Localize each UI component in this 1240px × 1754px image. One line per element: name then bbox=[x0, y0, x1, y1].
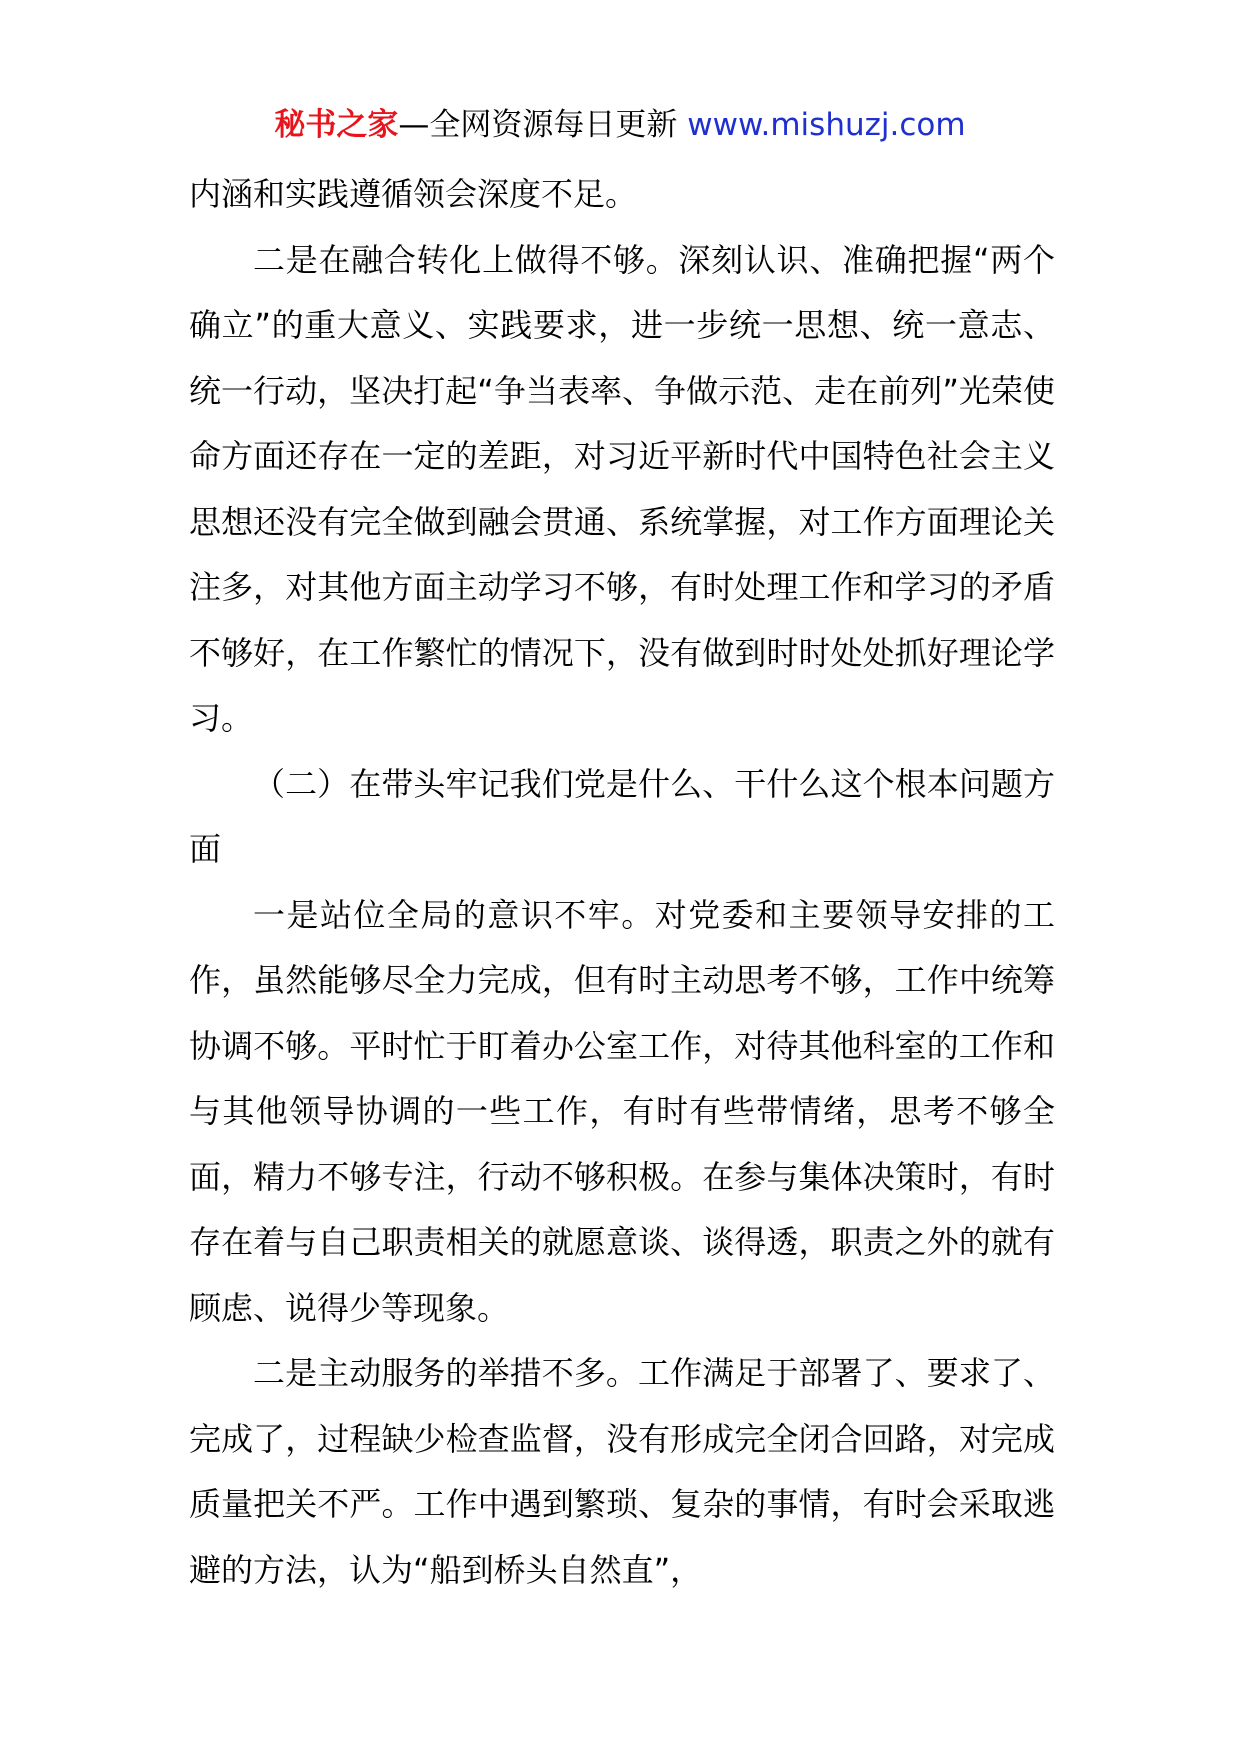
paragraph-continuation: 内涵和实践遵循领会深度不足。 bbox=[189, 175, 638, 213]
paragraph-overall-awareness: 一是站位全局的意识不牢。对党委和主要领导安排的工作，虽然能够尽全力完成，但有时主动思考不够，工作中统筹协调不够。平时忙于盯着办公室工作，对待其他科室的工作和与其他领导协调的一些工作，有时有些带情绪，思考不够全面，精力不够专注，行动不够积极。在参与集体决策时，有时存在着与自己职责相关的就愿意谈、谈得透，职责之外的就有顾虑、说得少等现象。 bbox=[189, 895, 1055, 1327]
brand-name: 秘书之家 bbox=[274, 107, 399, 143]
paragraph-integration-transformation: 二是在融合转化上做得不够。深刻认识、准确把握“两个确立”的重大意义、实践要求，进一步统一思想、统一意志、统一行动，坚决打起“争当表率、争做示范、走在前列”光荣使命方面还存在一定的差距，对习近平新时代中国特色社会主义思想还没有完全做到融会贯通、系统掌握，对工作方面理论关注多，对其他方面主动学习不够，有时处理工作和学习的矛盾不够好，在工作繁忙的情况下，没有做到时时处处抓好理论学习。 bbox=[189, 240, 1055, 737]
document-body bbox=[189, 162, 1055, 1603]
paragraph-proactive-service: 二是主动服务的举措不多。工作满足于部署了、要求了、完成了，过程缺少检查监督，没有形成完全闭合回路，对完成质量把关不严。工作中遇到繁琐、复杂的事情，有时会采取逃避的方法，认为“船到桥头自然直”， bbox=[189, 1354, 1055, 1589]
watermark-header bbox=[0, 100, 1240, 150]
site-url[interactable]: www.mishuzj.com bbox=[687, 107, 966, 143]
header-tagline: —全网资源每日更新 bbox=[398, 107, 688, 143]
section-heading-two: （二）在带头牢记我们党是什么、干什么这个根本问题方面 bbox=[189, 764, 1055, 868]
